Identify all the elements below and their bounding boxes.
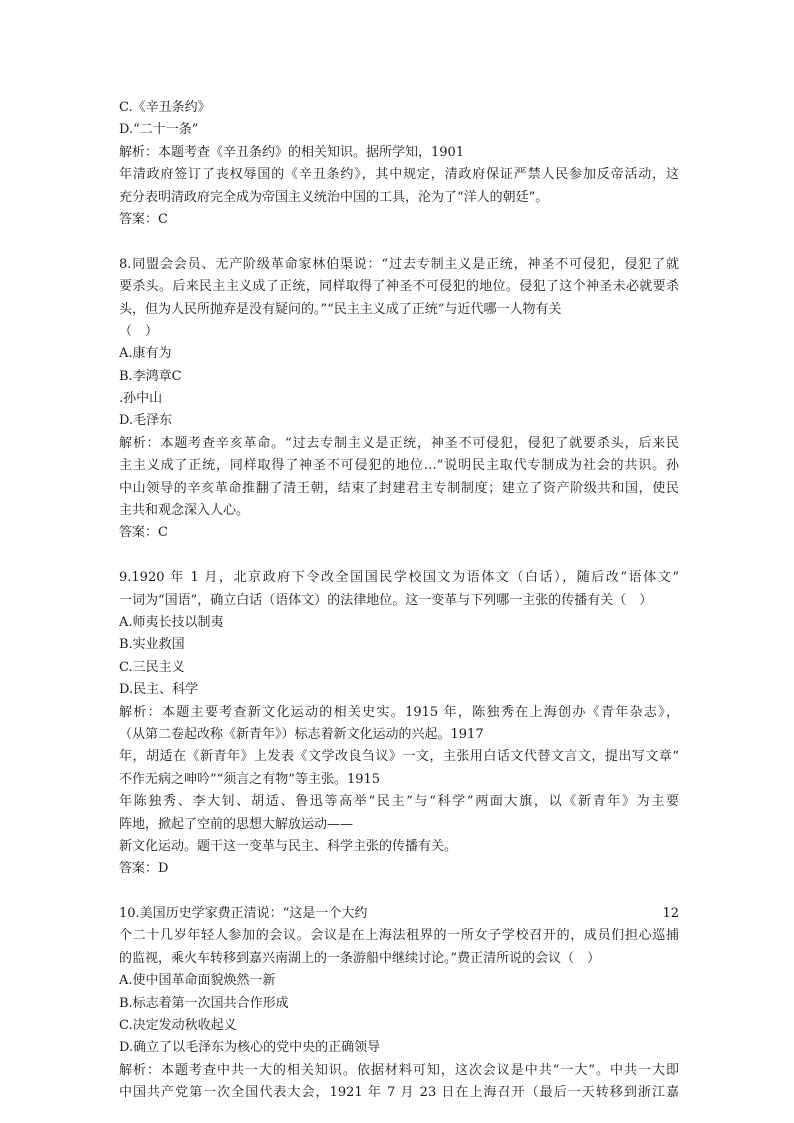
option-d: D.毛泽东	[119, 413, 173, 429]
analysis-line: 中国共产党第一次全国代表大会，1921 年 7 月 23 日在上海召开（最后一天转移到浙江嘉	[119, 1085, 679, 1101]
analysis-line: 不作无病之呻吟”“须言之有物”等主张。1915	[119, 771, 381, 787]
page-number: 12	[662, 906, 679, 922]
question-stem-line: 8.同盟会会员、无产阶级革命家林伯渠说：“过去专制主义是正统，神圣不可侵犯，侵犯了就	[119, 256, 679, 272]
answer-line: 答案：C	[119, 525, 168, 541]
analysis-line: 充分表明清政府完全成为帝国主义统治中国的工具，沦为了“洋人的朝廷”。	[119, 189, 549, 205]
option-b: B.实业救国	[119, 637, 185, 653]
question-stem-text: 10.美国历史学家费正清说：“这是一个大约	[119, 906, 368, 922]
option-c: C.《辛丑条约》	[119, 100, 211, 115]
question-stem-line	[119, 903, 679, 925]
analysis-line: 主主义成了正统，同样取得了神圣不可侵犯的地位…”说明民主取代专制成为社会的共识。孙	[119, 458, 679, 474]
option-c: C.三民主义	[119, 659, 185, 675]
question-stem-line: 个二十几岁年轻人参加的会议。会议是在上海法租界的一所女子学校召开的，成员们担心巡捕	[119, 928, 679, 944]
option-b: B.李鸿章C	[119, 368, 182, 384]
question-9	[119, 567, 679, 880]
answer-line: 答案：C	[119, 211, 168, 227]
question-stem-line: 头，但为人民所抛弃是没有疑问的。”“民主主义成了正统”与近代哪一人物有关	[119, 301, 562, 317]
question-7-tail	[119, 97, 679, 231]
analysis-line: 主共和观念深入人心。	[119, 503, 250, 519]
option-d: D.“二十一条”	[119, 122, 199, 138]
analysis-line: 年，胡适在《新青年》上发表《文学改良刍议》一文，主张用白话文代替文言文，提出写文章“	[119, 749, 679, 765]
option-d: D.民主、科学	[119, 682, 199, 698]
question-8	[119, 254, 679, 545]
analysis-line: 新文化运动。题干这一变革与民主、科学主张的传播有关。	[119, 838, 458, 854]
answer-blank: （ ）	[119, 323, 159, 339]
option-c: C.决定发动秋收起义	[119, 1018, 237, 1034]
question-10	[119, 903, 679, 1105]
question-stem-line: 要杀头。后来民主主义成了正统，同样取得了神圣不可侵犯的地位。侵犯了这个神圣未必就要杀	[119, 279, 679, 295]
analysis-line: 年陈独秀、李大钊、胡适、鲁迅等高举“民主”与“科学”两面大旗，以《新青年》为主要	[119, 794, 679, 810]
analysis-line: 解析：本题考查辛亥革命。“过去专制主义是正统，神圣不可侵犯，侵犯了就要杀头，后来民	[119, 435, 679, 451]
paragraph-gap	[119, 881, 679, 903]
option-a: A.使中国革命面貌焕然一新	[119, 973, 276, 989]
document-page	[119, 97, 679, 1105]
paragraph-gap	[119, 231, 679, 253]
question-stem-line: 一词为“国语”，确立白话（语体文）的法律地位。这一变革与下列哪一主张的传播有关（ ）	[119, 592, 653, 608]
analysis-line: 解析：本题考查《辛丑条约》的相关知识。据所学知，1901	[119, 144, 465, 160]
option-b: B.标志着第一次国共合作形成	[119, 995, 289, 1011]
paragraph-gap	[119, 545, 679, 567]
option-d: D.确立了以毛泽东为核心的党中央的正确领导	[119, 1040, 381, 1056]
analysis-line: 中山领导的辛亥革命推翻了清王朝，结束了封建君主专制制度；建立了资产阶级共和国，使民	[119, 480, 679, 496]
analysis-line: 阵地，掀起了空前的思想大解放运动——	[119, 816, 354, 832]
analysis-line: （从第二卷起改称《新青年》）标志着新文化运动的兴起。1917	[119, 726, 484, 742]
question-stem-line: 的监视，乘火车转移到嘉兴南湖上的一条游船中继续讨论。”费正清所说的会议（ ）	[119, 950, 601, 966]
answer-line: 答案：D	[119, 861, 169, 877]
analysis-line: 年清政府签订了丧权辱国的《辛丑条约》，其中规定，清政府保证严禁人民参加反帝活动，这	[119, 167, 679, 183]
analysis-line: 解析：本题考查中共一大的相关知识。依据材料可知，这次会议是中共“一大”。中共一大即	[119, 1062, 679, 1078]
option-a: A.师夷长技以制夷	[119, 614, 224, 630]
analysis-line: 解析：本题主要考查新文化运动的相关史实。1915 年，陈独秀在上海创办《青年杂志》，	[119, 704, 679, 720]
option-a: A.康有为	[119, 346, 172, 362]
question-stem-line: 9.1920 年 1 月，北京政府下令改全国国民学校国文为语体文（白话），随后改“语体文”	[119, 570, 679, 586]
option-c: .孙中山	[119, 391, 163, 407]
